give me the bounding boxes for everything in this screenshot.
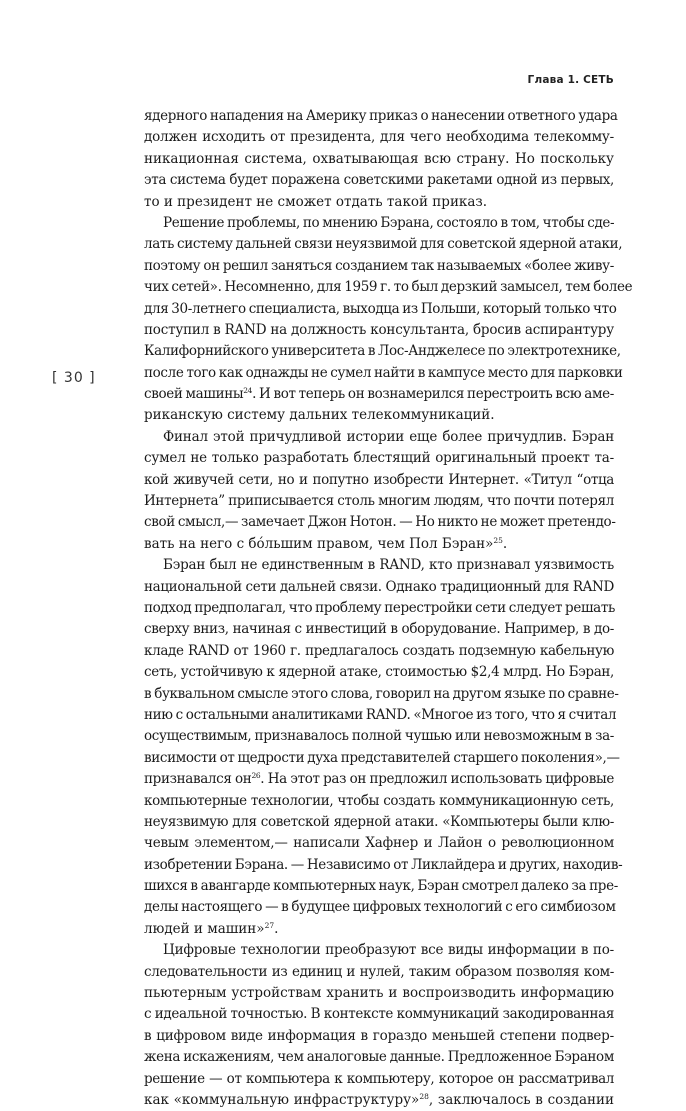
line-text: Интернета” приписывается столь многим людям, что почти потерял	[144, 493, 614, 510]
footnote-marker: 25	[493, 535, 503, 545]
line-text: пьютерным устройствам хранить и воспроизводить информацию	[144, 985, 614, 1002]
text-line	[144, 897, 614, 918]
text-line	[144, 577, 614, 598]
text-line	[144, 1069, 614, 1090]
text-line	[144, 491, 614, 512]
text-line	[144, 192, 614, 213]
line-text: как «коммунальную инфраструктуру»	[144, 1091, 420, 1108]
line-text: Калифорнийского университета в Лос-Анджелесе по электротехнике,	[144, 343, 621, 360]
line-text: чевым элементом,— написали Хафнер и Лайон о революционном	[144, 835, 614, 852]
line-text: изобретении Бэрана. — Независимо от Ликлайдера и других, находив-	[144, 856, 623, 873]
text-line	[144, 983, 614, 1004]
footnote-marker: 24	[243, 386, 253, 396]
line-text: после того как однажды не сумел найти в кампусе место для парковки	[144, 364, 623, 381]
text-line	[144, 170, 614, 191]
text-line	[144, 299, 617, 320]
text-line	[144, 962, 614, 983]
text-line	[144, 534, 614, 555]
line-text: следовательности из единиц и нулей, таким образом позволяя ком-	[144, 963, 614, 980]
line-text: ядерного нападения на Америку приказ о нанесении ответного удара	[144, 108, 618, 124]
text-line	[144, 748, 620, 769]
line-text: кой живучей сети, но и попутно изобрести Интернет. «Титул “отца	[144, 471, 614, 488]
text-line	[144, 1090, 614, 1111]
line-text: сеть, устойчивую к ядерной атаке, стоимостью $2,4 млрд. Но Бэран,	[144, 664, 614, 681]
line-text: жена искажениям, чем аналоговые данные. Предложенное Бэраном	[144, 1049, 614, 1066]
text-line	[144, 705, 617, 726]
text-line	[144, 1026, 614, 1047]
line-text: сверху вниз, начиная с инвестиций в оборудование. Например, в до-	[144, 621, 614, 638]
line-text: в цифровом виде информация в гораздо меньшей степени подвер-	[144, 1027, 614, 1044]
line-text: шихся в авангарде компьютерных наук, Бэран смотрел далеко за пре-	[144, 878, 618, 895]
line-text: вать на него с бóльшим правом, чем Пол Бэран»	[144, 535, 494, 552]
line-text: в буквальном смысле этого слова, говорил на другом языке по сравне-	[144, 685, 619, 702]
text-line	[144, 940, 614, 961]
line-text: лать систему дальней связи неуязвимой для советской ядерной атаки,	[144, 236, 623, 253]
text-line	[144, 106, 618, 127]
line-text: осуществимым, признавалось полной чушью или невозможным в за-	[144, 728, 614, 745]
line-text: признавался он	[144, 771, 252, 788]
line-text: с идеальной точностью. В контексте коммуникаций закодированная	[144, 1006, 614, 1023]
footnote-marker: 26	[251, 771, 261, 781]
text-line	[144, 234, 623, 255]
text-line	[144, 619, 614, 640]
line-text: риканскую систему дальних телекоммуникаций.	[144, 407, 495, 424]
text-line	[144, 149, 614, 170]
text-line	[144, 320, 614, 341]
page-number: [ 30 ]	[52, 370, 96, 386]
text-line	[144, 127, 614, 148]
line-text-continued: . На этот раз он предложил использовать цифровые	[260, 771, 614, 788]
text-line	[144, 1047, 614, 1068]
text-line	[144, 684, 619, 705]
line-text: нию с остальными аналитиками RAND. «Многое из того, что я считал	[144, 706, 617, 723]
text-line	[144, 769, 614, 790]
line-text: сумел не только разработать блестящий оригинальный проект та-	[144, 450, 614, 467]
footnote-marker: 27	[264, 920, 275, 930]
footnote-marker: 28	[419, 1091, 429, 1101]
line-text-continued: . И вот теперь он вознамерился перестроить всю аме-	[252, 386, 614, 403]
line-text: должен исходить от президента, для чего необходима телекомму-	[144, 129, 614, 146]
line-text-continued: .	[274, 920, 279, 937]
text-line	[144, 598, 614, 619]
line-text: делы настоящего — в будущее цифровых технологий с его симбиозом	[144, 899, 616, 916]
line-text: подход предполагал, что проблему перестройки сети следует решать	[144, 599, 615, 616]
text-line	[144, 791, 614, 812]
text-line	[144, 919, 614, 940]
text-line	[144, 812, 614, 833]
line-text: кладе RAND от 1960 г. предлагалось создать подземную кабельную	[144, 642, 614, 659]
line-text: свой смысл,— замечает Джон Нотон. — Но никто не может претендо-	[144, 514, 616, 531]
text-line	[144, 641, 614, 662]
text-line	[144, 662, 614, 683]
line-text: Цифровые технологии преобразуют все виды информации в по-	[163, 942, 614, 959]
line-text: Бэран был не единственным в RAND, кто признавал уязвимость	[163, 557, 614, 574]
text-line	[144, 427, 614, 448]
text-line	[144, 470, 614, 491]
line-text: своей машины	[144, 386, 244, 403]
line-text-continued: , заключалось в создании	[428, 1091, 614, 1108]
text-line	[144, 855, 623, 876]
line-text: для 30-летнего специалиста, выходца из Польши, который только что	[144, 300, 617, 317]
text-line	[144, 876, 618, 897]
line-text: висимости от щедрости духа представителей старшего поколения»,—	[144, 749, 620, 766]
text-line	[144, 512, 614, 533]
line-text: решение — от компьютера к компьютеру, которое он рассматривал	[144, 1070, 614, 1087]
text-line	[144, 256, 614, 277]
line-text: поэтому он решил заняться созданием так называемых «более живу-	[144, 257, 614, 274]
line-text: поступил в RAND на должность консультанта, бросив аспирантуру	[144, 321, 614, 338]
line-text: неуязвимую для советской ядерной атаки. «Компьютеры были клю-	[144, 813, 614, 830]
text-line	[144, 213, 614, 234]
line-text: людей и машин»	[144, 920, 265, 937]
text-line	[144, 726, 614, 747]
line-text: то и президент не сможет отдать такой приказ.	[144, 193, 488, 210]
text-line	[144, 1004, 614, 1025]
body-text	[144, 106, 633, 1111]
text-line	[144, 277, 633, 298]
line-text: чих сетей». Несомненно, для 1959 г. то был дерзкий замысел, тем более	[144, 279, 633, 296]
line-text: никационная система, охватывающая всю страну. Но поскольку	[144, 150, 614, 167]
text-line	[144, 405, 614, 426]
line-text: Финал этой причудливой истории еще более причудлив. Бэран	[163, 428, 614, 445]
text-line	[144, 555, 614, 576]
line-text: компьютерные технологии, чтобы создать коммуникационную сеть,	[144, 792, 614, 809]
line-text-continued: .	[502, 535, 508, 552]
text-line	[144, 341, 621, 362]
text-line	[144, 448, 614, 469]
line-text: национальной сети дальней связи. Однако традиционный для RAND	[144, 578, 614, 595]
line-text: Решение проблемы, по мнению Бэрана, состояло в том, чтобы сде-	[163, 214, 615, 231]
text-line	[144, 363, 623, 384]
text-line	[144, 833, 614, 854]
text-line	[144, 384, 614, 405]
chapter-header: Глава 1. СЕТЬ	[527, 74, 614, 86]
line-text: эта система будет поражена советскими ракетами одной из первых,	[144, 172, 614, 189]
